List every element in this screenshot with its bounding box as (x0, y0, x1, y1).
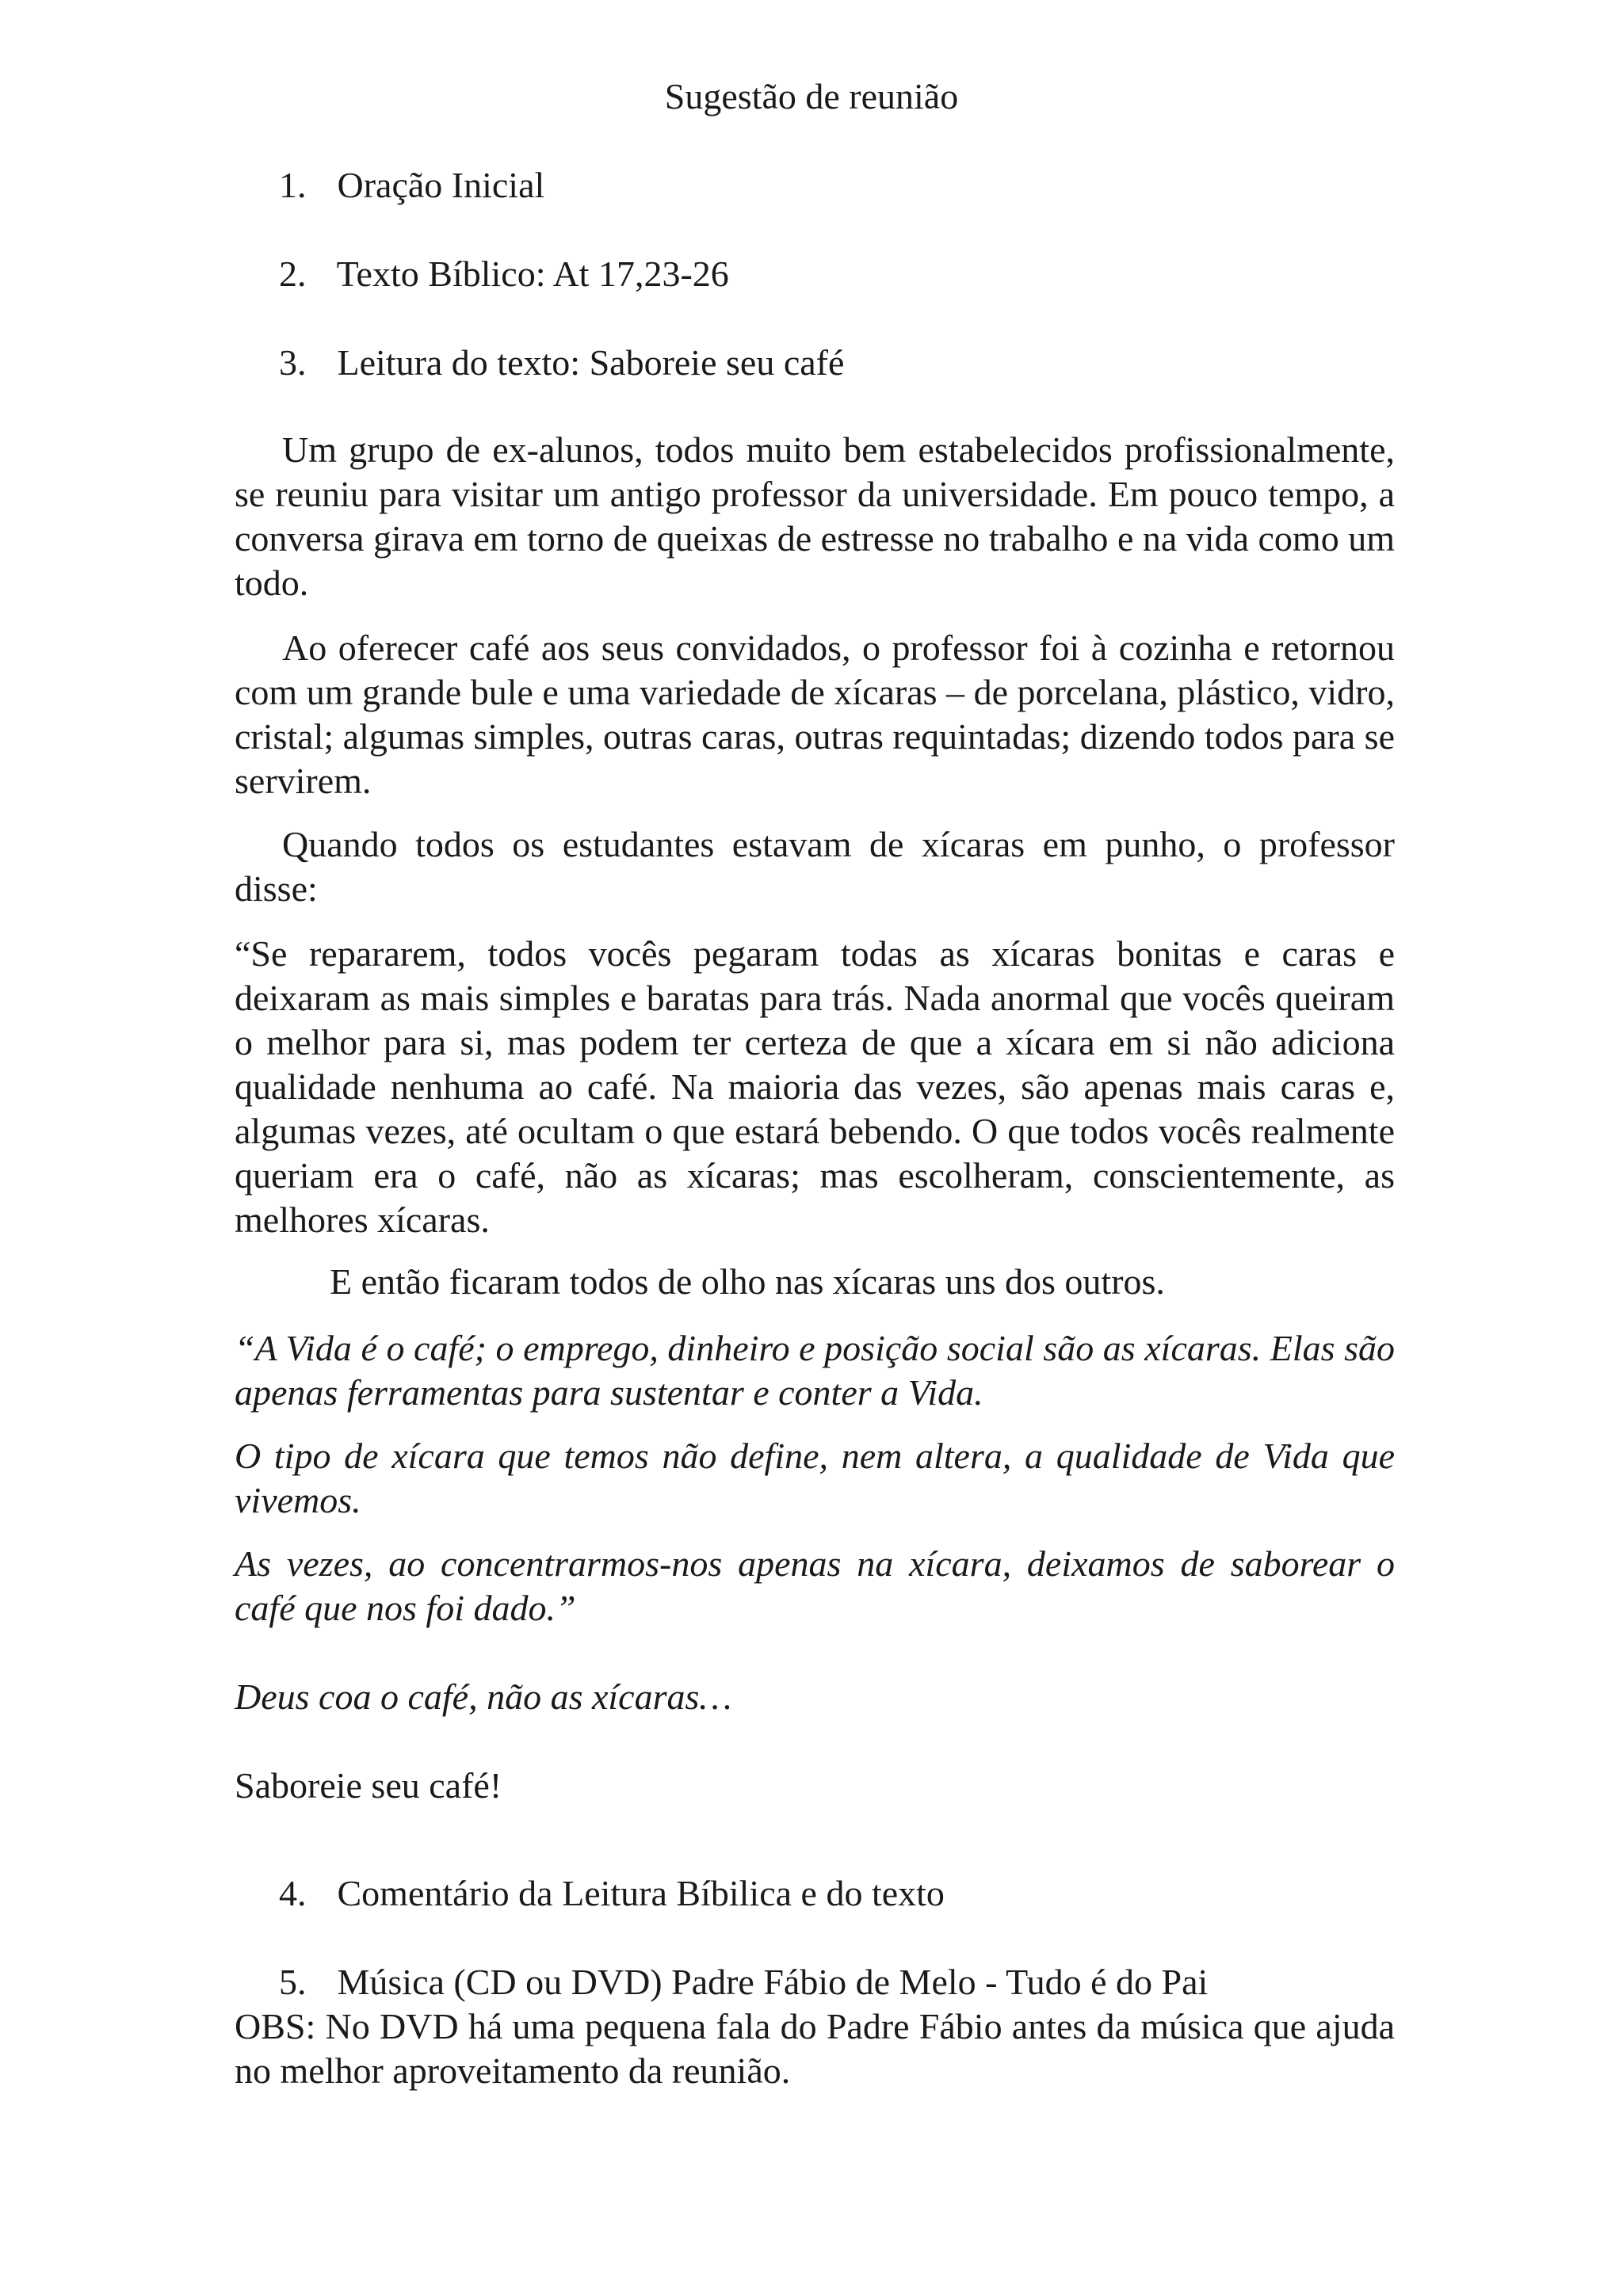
italic-paragraph-life: “A Vida é o café; o emprego, dinheiro e posição social são as xícaras. Elas são apenas ferramentas para sustentar e conter a Vida. (235, 1328, 1395, 1413)
list-item-commentary (279, 1871, 945, 1916)
list-text: Texto Bíblico: At 17,23-26 (336, 254, 729, 294)
list-text: Oração Inicial (337, 165, 545, 205)
list-item-bible-text (279, 252, 729, 296)
list-text: Comentário da Leitura Bíbilica e do texto (337, 1873, 945, 1913)
paragraph-intro: Um grupo de ex-alunos, todos muito bem estabelecidos profissionalmente, se reuniu para visitar um antigo professor da universidade. Em pouco tempo, a conversa girava em torno de queixas de estresse no trabalho e na vida como um todo. (235, 429, 1395, 603)
paragraph-professor-said: Quando todos os estudantes estavam de xícaras em punho, o professor disse: (235, 824, 1395, 909)
paragraph-coffee: Ao oferecer café aos seus convidados, o professor foi à cozinha e retornou com um grande bule e uma variedade de xícaras – de porcelana, plástico, vidro, cristal; algumas simples, outras caras, outras requintadas; dizendo todos para se servirem. (235, 627, 1395, 801)
italic-paragraph-god: Deus coa o café, não as xícaras… (235, 1676, 732, 1717)
list-number: 1. (279, 165, 307, 205)
page-title: Sugestão de reunião (664, 76, 959, 116)
italic-paragraph-focus: As vezes, ao concentrarmos-nos apenas na xícara, deixamos de saborear o café que nos foi dado.” (235, 1543, 1395, 1628)
list-text: Música (CD ou DVD) Padre Fábio de Melo - Tudo é do Pai (337, 1962, 1209, 2002)
list-number: 5. (279, 1962, 307, 2002)
italic-paragraph-cup-type: O tipo de xícara que temos não define, nem altera, a qualidade de Vida que vivemos. (235, 1436, 1395, 1520)
list-item-prayer (279, 163, 544, 208)
list-item-music (279, 1960, 1208, 2004)
list-number: 3. (279, 342, 307, 383)
list-number: 4. (279, 1873, 307, 1913)
list-number: 2. (279, 254, 307, 294)
paragraph-looking: E então ficaram todos de olho nas xícaras uns dos outros. (330, 1261, 1165, 1302)
list-text: Leitura do texto: Saboreie seu café (337, 342, 845, 383)
list-item-reading (279, 341, 844, 385)
obs-note: OBS: No DVD há uma pequena fala do Padre Fábio antes da música que ajuda no melhor aproveitamento da reunião. (235, 2006, 1395, 2091)
closing-line: Saboreie seu café! (235, 1765, 502, 1806)
paragraph-quote: “Se repararem, todos vocês pegaram todas as xícaras bonitas e caras e deixaram as mais simples e baratas para trás. Nada anormal que vocês queiram o melhor para si, mas podem ter certeza de que a xícara em si não adiciona qualidade nenhuma ao café. Na maioria das vezes, são apenas mais caras e, algumas vezes, até ocultam o que estará bebendo. O que todos vocês realmente queriam era o café, não as xícaras; mas escolheram, conscientemente, as melhores xícaras. (235, 933, 1395, 1240)
